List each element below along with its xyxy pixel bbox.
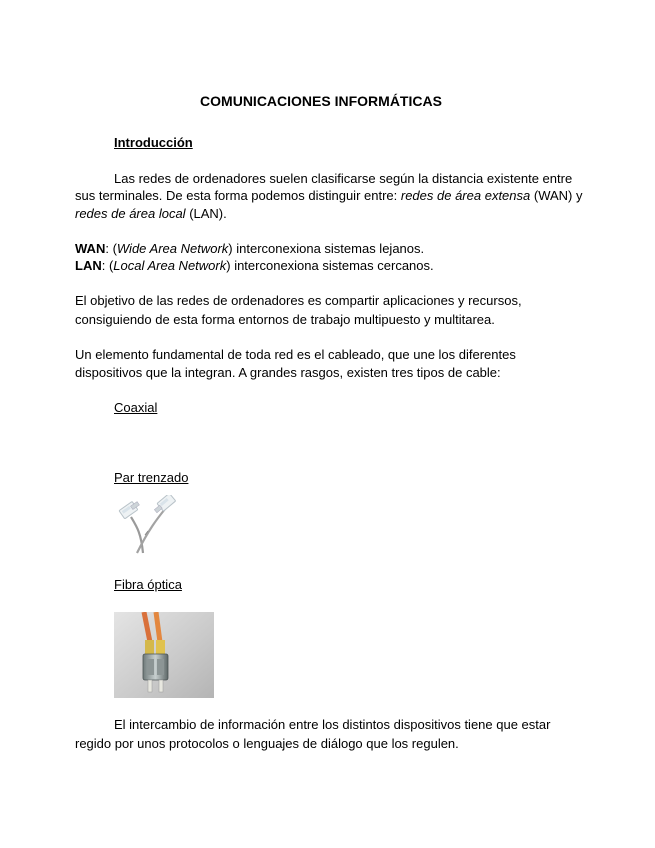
p3-line2: dispositivos que la integran. A grandes rasgos, existen tres tipos de cable: xyxy=(75,365,501,380)
p1-line1: Las redes de ordenadores suelen clasificarse según la distancia existente entre xyxy=(114,171,573,186)
lan-definition xyxy=(75,257,434,274)
p1-wan-term: redes de área extensa xyxy=(400,188,531,203)
wan-sep: : ( xyxy=(105,241,117,256)
wan-abbr: WAN xyxy=(75,241,106,256)
coaxial-heading: Coaxial xyxy=(114,400,158,415)
p1-lan-term: redes de área local xyxy=(75,206,186,221)
lan-sep: : ( xyxy=(101,258,114,273)
p1-line2 xyxy=(75,187,582,204)
wan-definition xyxy=(75,240,424,257)
wan-desc: ) interconexiona sistemas lejanos. xyxy=(228,241,425,256)
fiber-optic-heading: Fibra óptica xyxy=(114,577,182,592)
page-title: COMUNICACIONES INFORMÁTICAS xyxy=(200,93,442,109)
lan-desc: ) interconexiona sistemas cercanos. xyxy=(226,258,434,273)
p2-line1: El objetivo de las redes de ordenadores es compartir aplicaciones y recursos, xyxy=(75,293,522,308)
p3-line1: Un elemento fundamental de toda red es el cableado, que une los diferentes xyxy=(75,347,516,362)
intro-heading: Introducción xyxy=(114,135,193,150)
lan-abbr: LAN xyxy=(75,258,102,273)
fiber-optic-cable-image xyxy=(114,612,214,698)
p1-line3 xyxy=(75,205,227,222)
twisted-pair-heading: Par trenzado xyxy=(114,470,189,485)
p2-line2: consiguiendo de esta forma entornos de trabajo multipuesto y multitarea. xyxy=(75,312,495,327)
twisted-pair-cable-image xyxy=(115,495,181,555)
p4-line2: regido por unos protocolos o lenguajes de diálogo que los regulen. xyxy=(75,736,459,751)
wan-full: Wide Area Network xyxy=(116,241,229,256)
p1-line2-text: sus terminales. De esta forma podemos distinguir entre: xyxy=(75,188,401,203)
p1-line3-tail: (LAN). xyxy=(185,206,227,221)
lan-full: Local Area Network xyxy=(113,258,227,273)
p4-line1: El intercambio de información entre los distintos dispositivos tiene que estar xyxy=(114,717,551,732)
p1-line2-tail: (WAN) y xyxy=(530,188,583,203)
